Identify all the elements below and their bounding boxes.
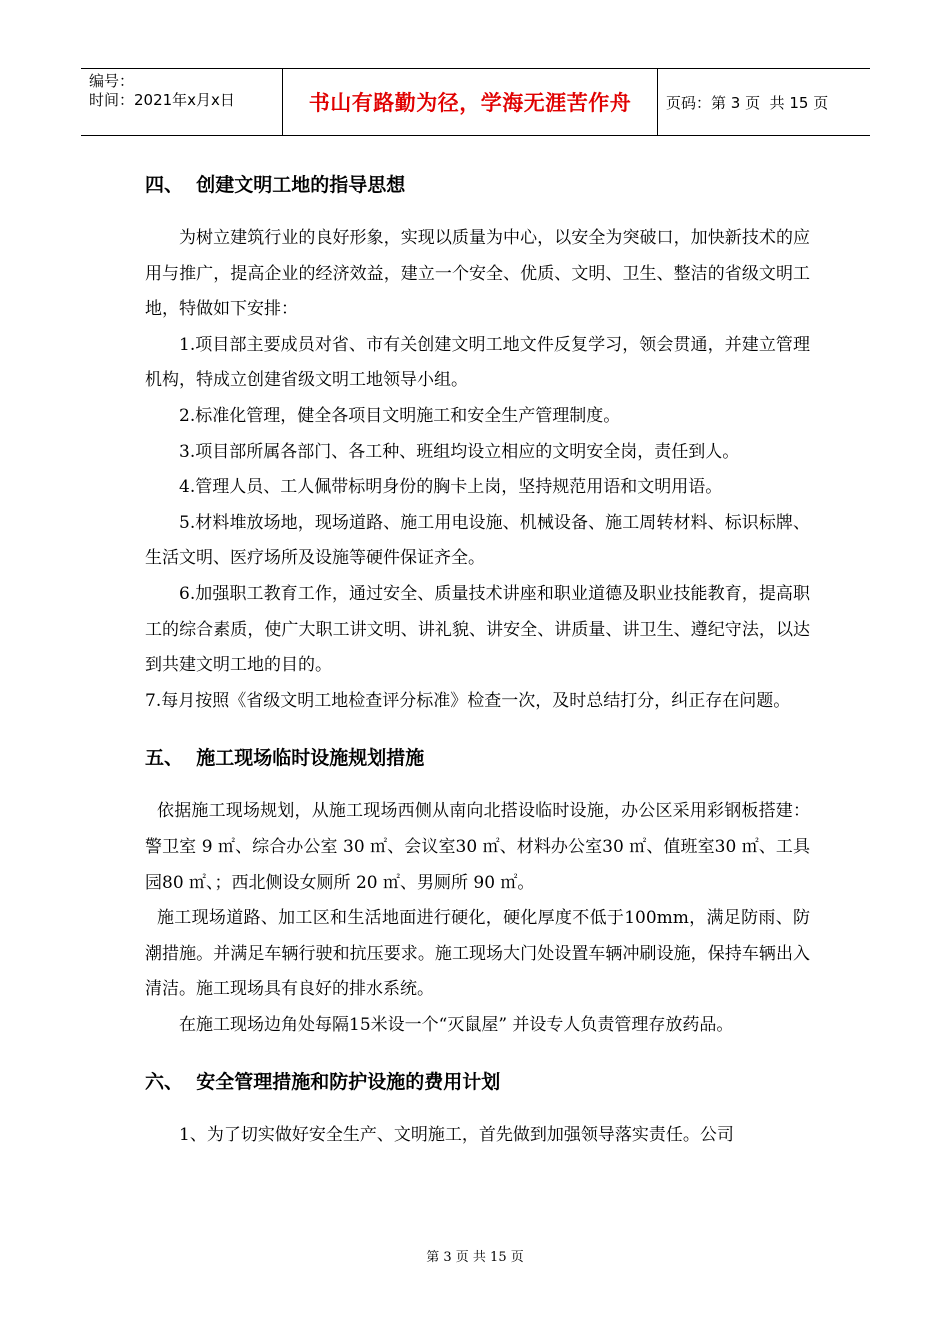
- page-footer: 第 3 页 共 15 页: [426, 1250, 524, 1265]
- paragraph: 依据施工现场规划，从施工现场西侧从南向北搭设临时设施，办公区采用彩钢板搭建：警卫室 9 ㎡、综合办公室 30 ㎡、会议室30 ㎡、材料办公室30 ㎡、值班室30 ㎡、工具园80 ㎡、；西北侧设女厕所 20 ㎡、男厕所 90 ㎡。: [145, 801, 810, 893]
- paragraph: 6.加强职工教育工作，通过安全、质量技术讲座和职业道德及职业技能教育，提高职工的综合素质，使广大职工讲文明、讲礼貌、讲安全、讲质量、讲卫生、遵纪守法，以达到共建文明工地的目的。: [145, 583, 810, 676]
- paragraph: 施工现场道路、加工区和生活地面进行硬化，硬化厚度不低于100mm，满足防雨、防潮措施。并满足车辆行驶和抗压要求。施工现场大门处设置车辆冲刷设施，保持车辆出入清洁。施工现场具有良好的排水系统。: [145, 908, 810, 1000]
- page-header: [81, 68, 870, 136]
- paragraph: 1.项目部主要成员对省、市有关创建文明工地文件反复学习，领会贯通，并建立管理机构，特成立创建省级文明工地领导小组。: [145, 334, 810, 391]
- paragraph: 3.项目部所属各部门、各工种、班组均设立相应的文明安全岗，责任到人。: [179, 441, 740, 462]
- paragraph: 7.每月按照《省级文明工地检查评分标准》检查一次，及时总结打分，纠正存在问题。: [145, 690, 791, 711]
- section-heading-5: 五、 施工现场临时设施规划措施: [145, 747, 425, 770]
- section-heading-4: 四、 创建文明工地的指导思想: [145, 174, 406, 196]
- header-page-info: 页码：第 3 页 共 15 页: [666, 93, 829, 112]
- document-body: [145, 165, 810, 1154]
- section-heading-6: 六、 安全管理措施和防护设施的费用计划: [145, 1071, 501, 1094]
- document-number-label: 编号：: [89, 72, 135, 90]
- paragraph: 为树立建筑行业的良好形象，实现以质量为中心，以安全为突破口，加快新技术的应用与推广，提高企业的经济效益，建立一个安全、优质、文明、卫生、整洁的省级文明工地，特做如下安排：: [145, 228, 810, 320]
- paragraph: 5.材料堆放场地，现场道路、施工用电设施、机械设备、施工周转材料、标识标牌、生活文明、医疗场所及设施等硬件保证齐全。: [145, 512, 810, 569]
- paragraph: 4.管理人员、工人佩带标明身份的胸卡上岗，坚持规范用语和文明用语。: [179, 477, 723, 498]
- document-time-label: 时间：2021年x月x日: [89, 91, 235, 109]
- paragraph: 在施工现场边角处每隔15米设一个“灭鼠屋” 并设专人负责管理存放药品。: [179, 1014, 734, 1035]
- header-motto: 书山有路勤为径，学海无涯苦作舟: [283, 69, 658, 135]
- paragraph: 2.标准化管理，健全各项目文明施工和安全生产管理制度。: [179, 405, 621, 426]
- header-meta: [81, 69, 283, 135]
- paragraph: 1、为了切实做好安全生产、文明施工，首先做到加强领导落实责任。公司: [179, 1125, 734, 1146]
